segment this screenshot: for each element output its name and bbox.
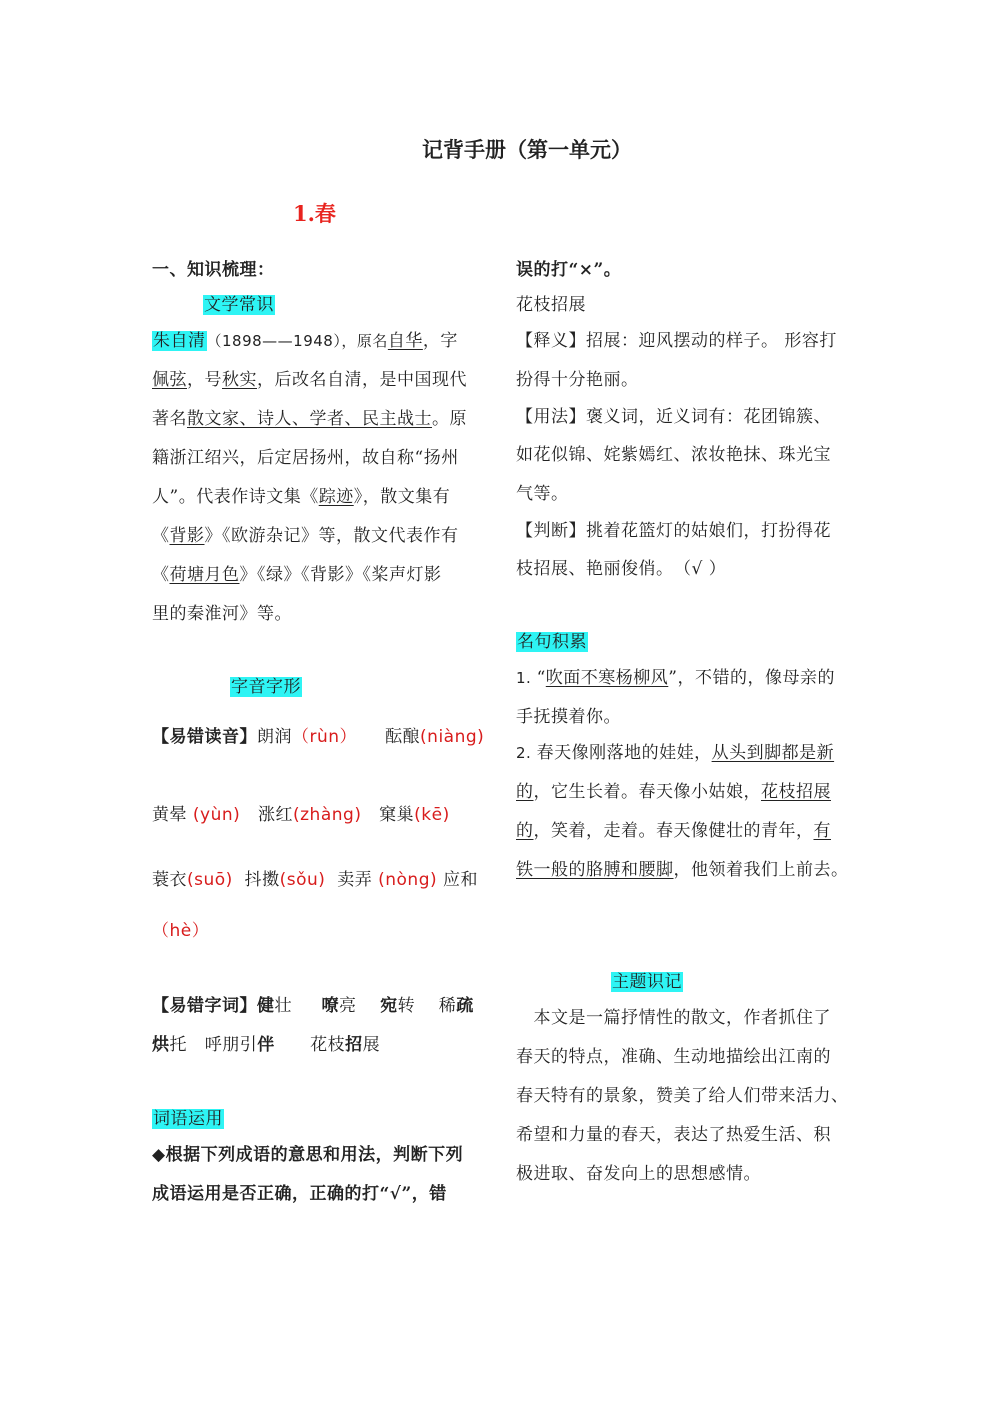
- lit-line-4: 籍浙江绍兴，后定居扬州，故自称“扬州: [152, 448, 459, 468]
- section-heading: 一、知识梳理：: [152, 260, 275, 280]
- use-line-1: 【用法】褒义词，近义词有：花团锦簇、: [516, 407, 831, 427]
- quote-2-line-4: 铁一般的胳膊和腰脚，他领着我们上前去。: [516, 860, 849, 880]
- lit-line-2: 佩弦，号秋实，后改名自清，是中国现代: [152, 370, 467, 390]
- def-line-2: 扮得十分艳丽。: [516, 370, 639, 390]
- lit-line-3: 著名散文家、诗人、学者、民主战士。原: [152, 409, 467, 429]
- use-line-2: 如花似锦、姹紫嫣红、浓妆艳抹、珠光宝: [516, 445, 831, 465]
- theme-tag: 主题识记: [612, 972, 682, 992]
- judge-line-1: 【判断】挑着花篮灯的姑娘们，打扮得花: [516, 521, 831, 541]
- lit-line-8: 里的秦淮河》等。: [152, 604, 292, 624]
- usage-q3: 误的打“×”。: [516, 260, 622, 280]
- lit-line-1: 朱自清（1898——1948），原名自华，字: [153, 331, 458, 351]
- idiom: 花枝招展: [516, 295, 586, 315]
- quote-1-line-1: 1. “吹面不寒杨柳风”，不错的，像母亲的: [516, 668, 835, 688]
- err-row-1: 【易错字词】健壮 嘹亮 宛转 稀疏: [152, 996, 474, 1016]
- def-line-1: 【释义】招展：迎风摆动的样子。 形容打: [516, 331, 837, 351]
- lit-tag: 文学常识: [204, 295, 274, 315]
- pron-tag: 字音字形: [231, 677, 301, 697]
- theme-line-3: 春天特有的景象，赞美了给人们带来活力、: [516, 1086, 849, 1106]
- quote-2-line-1: 2. 春天像刚落地的娃娃，从头到脚都是新: [516, 743, 835, 763]
- usage-q1: ◆根据下列成语的意思和用法，判断下列: [152, 1145, 464, 1165]
- theme-line-1: 本文是一篇抒情性的散文，作者抓住了: [516, 1008, 831, 1028]
- chapter-title: 1.春: [293, 201, 336, 226]
- lit-line-6: 《背影》《欧游杂记》等，散文代表作有: [152, 526, 459, 546]
- judge-line-2: 枝招展、艳丽俊俏。 （√ ）: [516, 559, 727, 579]
- quote-1-line-2: 手抚摸着你。: [516, 707, 621, 727]
- lit-line-5: 人”。代表作诗文集《踪迹》，散文集有: [152, 487, 451, 507]
- theme-line-5: 极进取、奋发向上的思想感情。: [516, 1164, 761, 1184]
- quote-tag: 名句积累: [517, 632, 587, 652]
- usage-q2: 成语运用是否正确，正确的打“√”，错: [152, 1184, 447, 1204]
- quote-2-line-3: 的，笑着，走着。春天像健壮的青年，有: [516, 821, 831, 841]
- page-title: 记背手册（第一单元）: [422, 137, 632, 162]
- lit-line-7: 《荷塘月色》《绿》《背影》《桨声灯影: [152, 565, 442, 585]
- use-line-3: 气等。: [516, 484, 569, 504]
- theme-line-4: 希望和力量的春天，表达了热爱生活、积: [516, 1125, 831, 1145]
- err-row-2: 烘托 呼朋引伴 花枝招展: [152, 1035, 381, 1055]
- quote-2-line-2: 的，它生长着。春天像小姑娘，花枝招展: [516, 782, 831, 802]
- pron-row-3: 蓑衣(suō) 抖擞(sǒu) 卖弄 (nòng) 应和: [152, 870, 479, 890]
- pron-row-4: （hè）: [152, 921, 210, 941]
- theme-line-2: 春天的特点，准确、生动地描绘出江南的: [516, 1047, 831, 1067]
- pron-row-1: 【易错读音】朗润（rùn） 酝酿(niàng): [152, 727, 485, 747]
- pron-row-2: 黄晕 (yùn) 涨红(zhàng) 窠巢(kē): [152, 805, 450, 825]
- usage-tag: 词语运用: [153, 1109, 223, 1129]
